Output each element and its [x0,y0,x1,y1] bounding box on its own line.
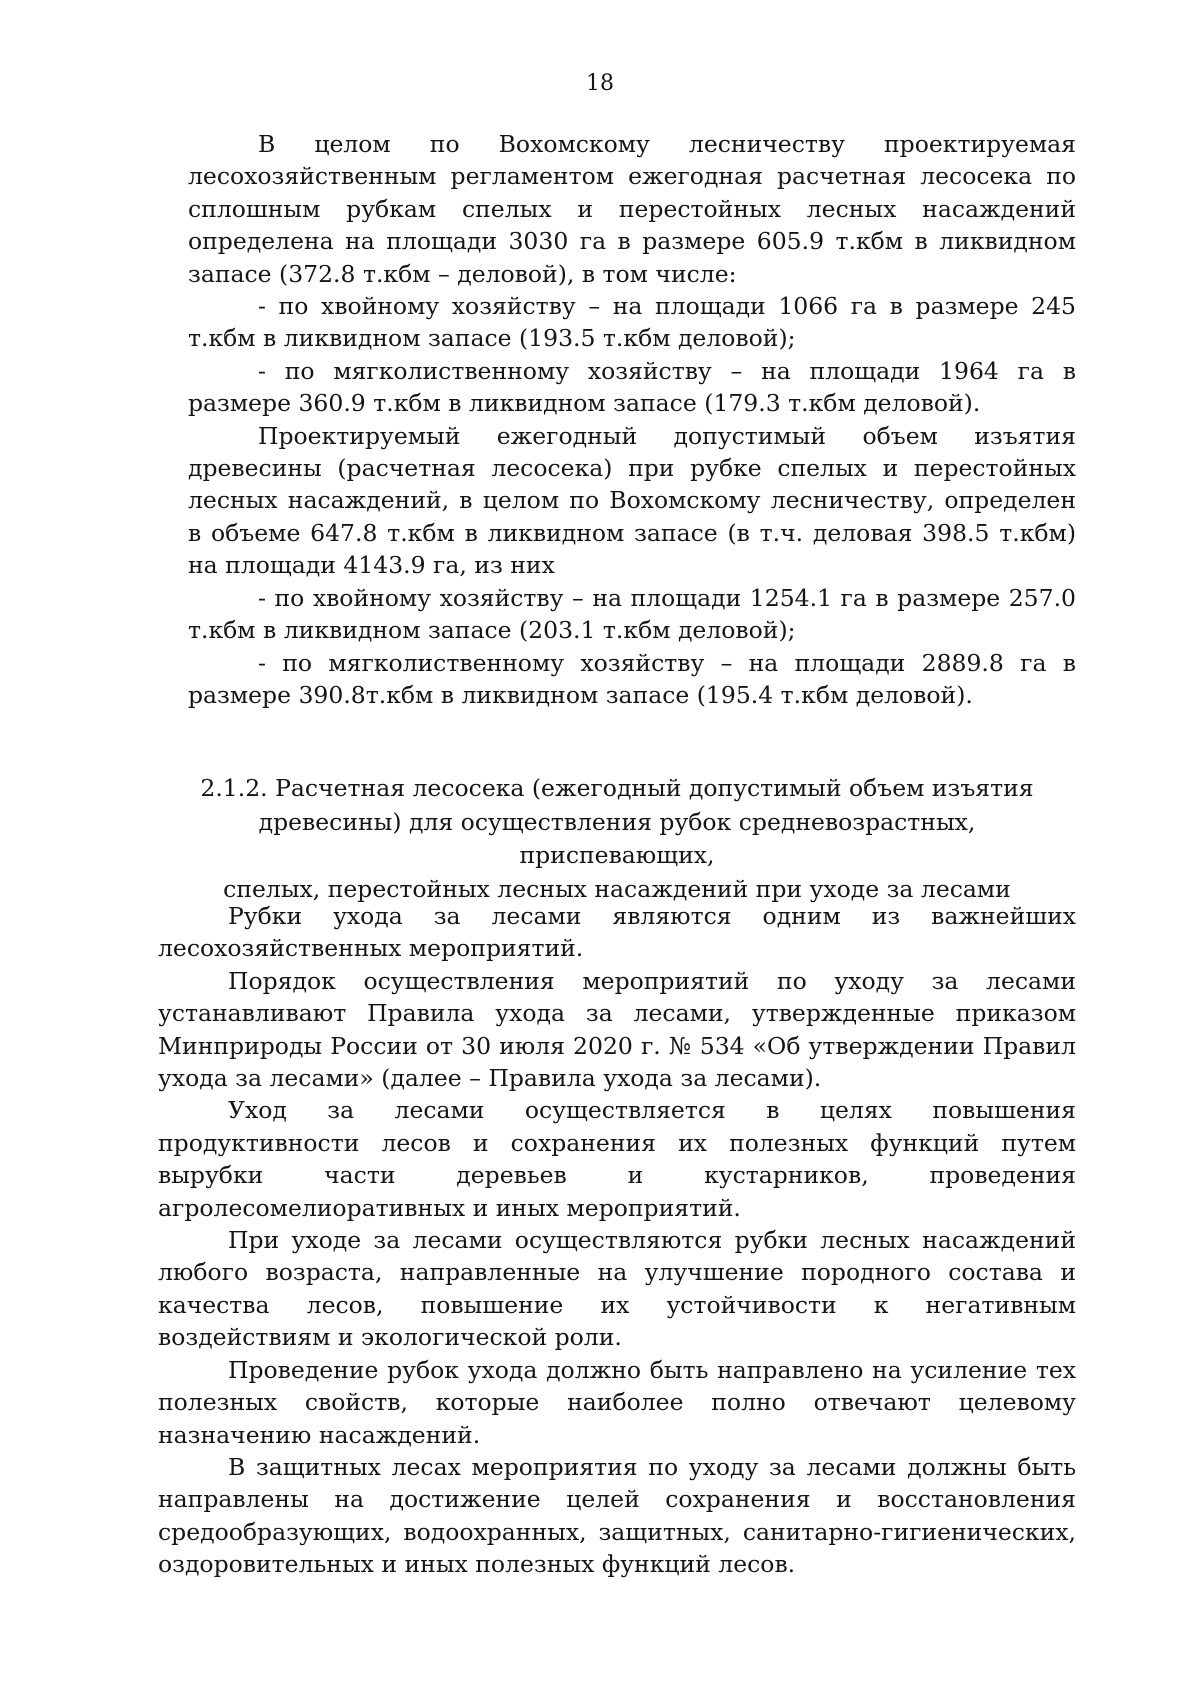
paragraph: Порядок осуществления мероприятий по уходу за лесами устанавливают Правила ухода за лесами, утвержденные приказом Минприроды России от 30 июля 2020 г. № 534 «Об утверждении Правил ухода за лесами» (далее – Правила ухода за лесами). [158,966,1076,1093]
heading-line: древесины) для осуществления рубок средневозрастных, приспевающих, [258,807,976,869]
section-allowable-cut-summary [188,128,1076,711]
heading-line: спелых, перестойных лесных насаждений при уходе за лесами [223,874,1011,903]
list-item: - по хвойному хозяйству – на площади 1066 га в размере 245 т.кбм в ликвидном запасе (193.5 т.кбм деловой); [188,292,1076,353]
paragraph: В защитных лесах мероприятия по уходу за лесами должны быть направлены на достижение целей сохранения и восстановления средообразующих, водоохранных, защитных, санитарно-гигиенических, оздоровительных и иных полезных функций лесов. [158,1452,1076,1579]
paragraph: Рубки ухода за лесами являются одним из важнейших лесохозяйственных мероприятий. [158,902,1076,963]
heading-line: 2.1.2. Расчетная лесосека (ежегодный допустимый объем изъятия [200,774,1034,802]
paragraph: В целом по Вохомскому лесничеству проектируемая лесохозяйственным регламентом ежегодная расчетная лесосека по сплошным рубкам спелых и перестойных лесных насаждений определена на площади 3030 га в размере 605.9 т.кбм в ликвидном запасе (372.8 т.кбм – деловой), в том числе: [188,130,1076,288]
page-number: 18 [586,71,614,96]
section-forest-care [158,900,1076,1581]
list-item: - по мягколиственному хозяйству – на площади 2889.8 га в размере 390.8т.кбм в ликвидном запасе (195.4 т.кбм деловой). [188,648,1076,709]
paragraph: Проведение рубок ухода должно быть направлено на усиление тех полезных свойств, которые наиболее полно отвечают целевому назначению насаждений. [158,1355,1076,1449]
paragraph: При уходе за лесами осуществляются рубки лесных насаждений любого возраста, направленные на улучшение породного состава и качества лесов, повышение их устойчивости к негативным воздействиям и экологической роли. [158,1226,1076,1352]
paragraph: Уход за лесами осуществляется в целях повышения продуктивности лесов и сохранения их полезных функций путем вырубки части деревьев и кустарников, проведения агролесомелиоративных и иных мероприятий. [158,1096,1076,1222]
list-item: - по хвойному хозяйству – на площади 1254.1 га в размере 257.0 т.кбм в ликвидном запасе (203.1 т.кбм деловой); [188,583,1076,645]
section-heading [158,772,1076,906]
paragraph: Проектируемый ежегодный допустимый объем изъятия древесины (расчетная лесосека) при рубке спелых и перестойных лесных насаждений, в целом по Вохомскому лесничеству, определен в объеме 647.8 т.кбм в ликвидном запасе (в т.ч. деловая 398.5 т.кбм) на площади 4143.9 га, из них [188,421,1076,580]
list-item: - по мягколиственному хозяйству – на площади 1964 га в размере 360.9 т.кбм в ликвидном запасе (179.3 т.кбм деловой). [188,356,1076,418]
